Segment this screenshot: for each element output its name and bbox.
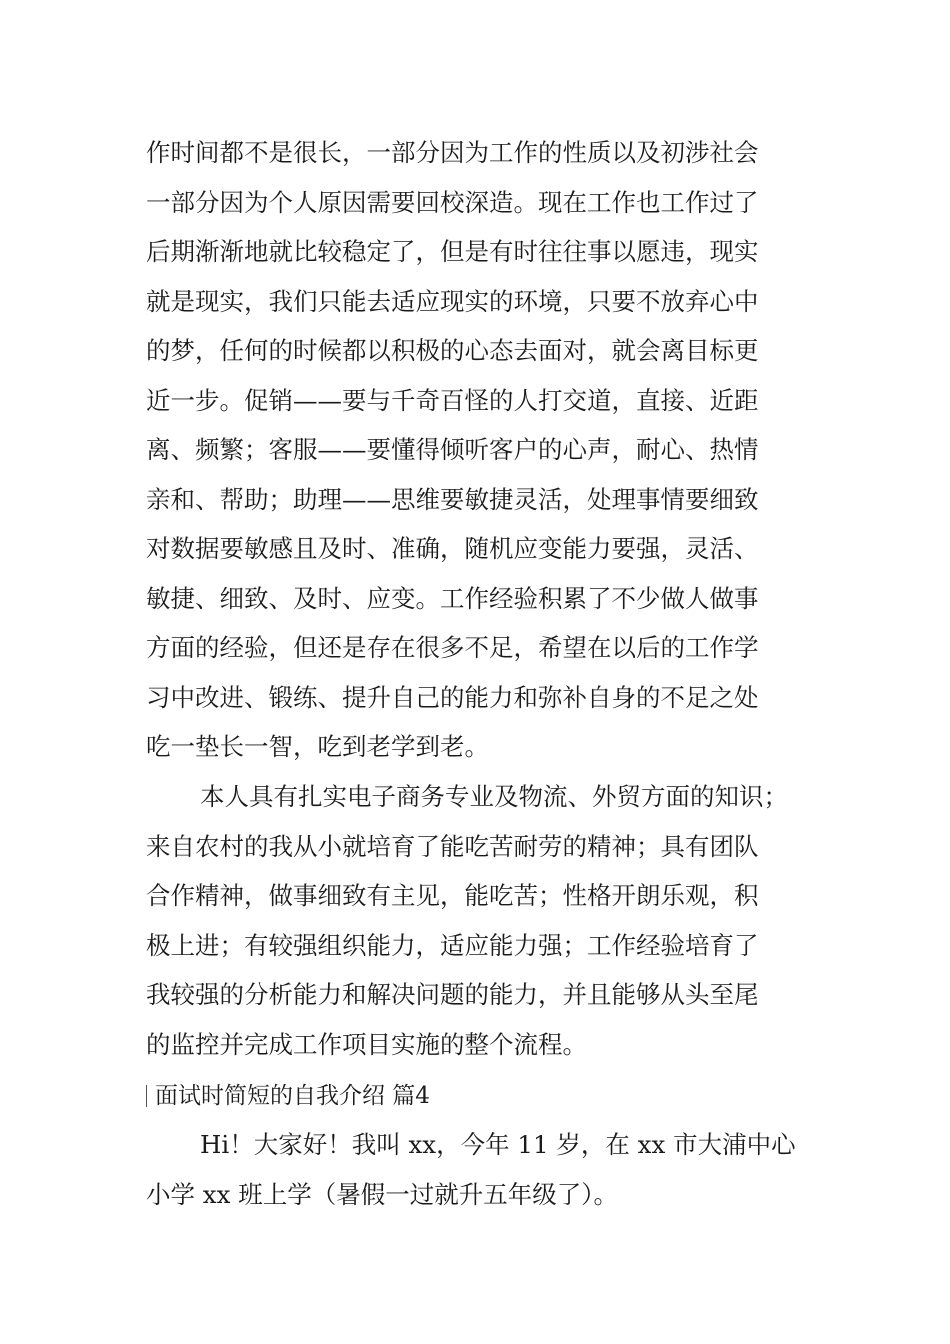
text-line: 合作精神，做事细致有主见，能吃苦；性格开朗乐观，积 <box>146 881 759 910</box>
text-line: 来自农村的我从小就培育了能吃苦耐劳的精神；具有团队 <box>146 831 759 861</box>
text-line: 的监控并完成工作项目实施的整个流程。 <box>146 1029 587 1059</box>
text-line: 本人具有扎实电子商务专业及物流、外贸方面的知识； <box>200 782 788 811</box>
text-line: Hi！大家好！我叫 xx，今年 11 岁，在 xx 市大浦中心 <box>200 1130 796 1159</box>
text-line: 离、频繁；客服——要懂得倾听客户的心声，耐心、热情 <box>146 435 759 464</box>
text-line: 近一步。促销——要与千奇百怪的人打交道，直接、近距 <box>146 385 759 415</box>
text-line: 的梦，任何的时候都以积极的心态去面对，就会离目标更 <box>146 336 759 365</box>
paragraph-1 <box>146 128 826 772</box>
paragraph-2 <box>146 772 826 1069</box>
text-line: 小学 xx 班上学（暑假一过就升五年级了）。 <box>146 1179 618 1209</box>
heading-marker <box>146 1085 147 1107</box>
section-heading-text: 面试时简短的自我介绍 篇4 <box>155 1083 430 1109</box>
text-line: 亲和、帮助；助理——思维要敏捷灵活，处理事情要细致 <box>146 484 759 514</box>
section-heading <box>146 1076 430 1116</box>
text-line: 方面的经验，但还是存在很多不足，希望在以后的工作学 <box>146 633 759 662</box>
text-line: 习中改进、锻练、提升自己的能力和弥补自身的不足之处 <box>146 682 759 712</box>
text-line: 我较强的分析能力和解决问题的能力，并且能够从头至尾 <box>146 980 759 1009</box>
text-line: 一部分因为个人原因需要回校深造。现在工作也工作过了 <box>146 187 759 217</box>
text-line: 极上进；有较强组织能力，适应能力强；工作经验培育了 <box>146 930 759 960</box>
text-line: 敏捷、细致、及时、应变。工作经验积累了不少做人做事 <box>146 583 759 613</box>
text-line: 后期渐渐地就比较稳定了，但是有时往往事以愿违，现实 <box>146 237 759 266</box>
text-line: 吃一垫长一智，吃到老学到老。 <box>146 732 489 761</box>
paragraph-3 <box>146 1120 826 1219</box>
text-line: 对数据要敏感且及时、准确，随机应变能力要强，灵活、 <box>146 534 759 563</box>
text-line: 作时间都不是很长，一部分因为工作的性质以及初涉社会 <box>146 138 759 167</box>
text-line: 就是现实，我们只能去适应现实的环境，只要不放弃心中 <box>146 286 759 316</box>
